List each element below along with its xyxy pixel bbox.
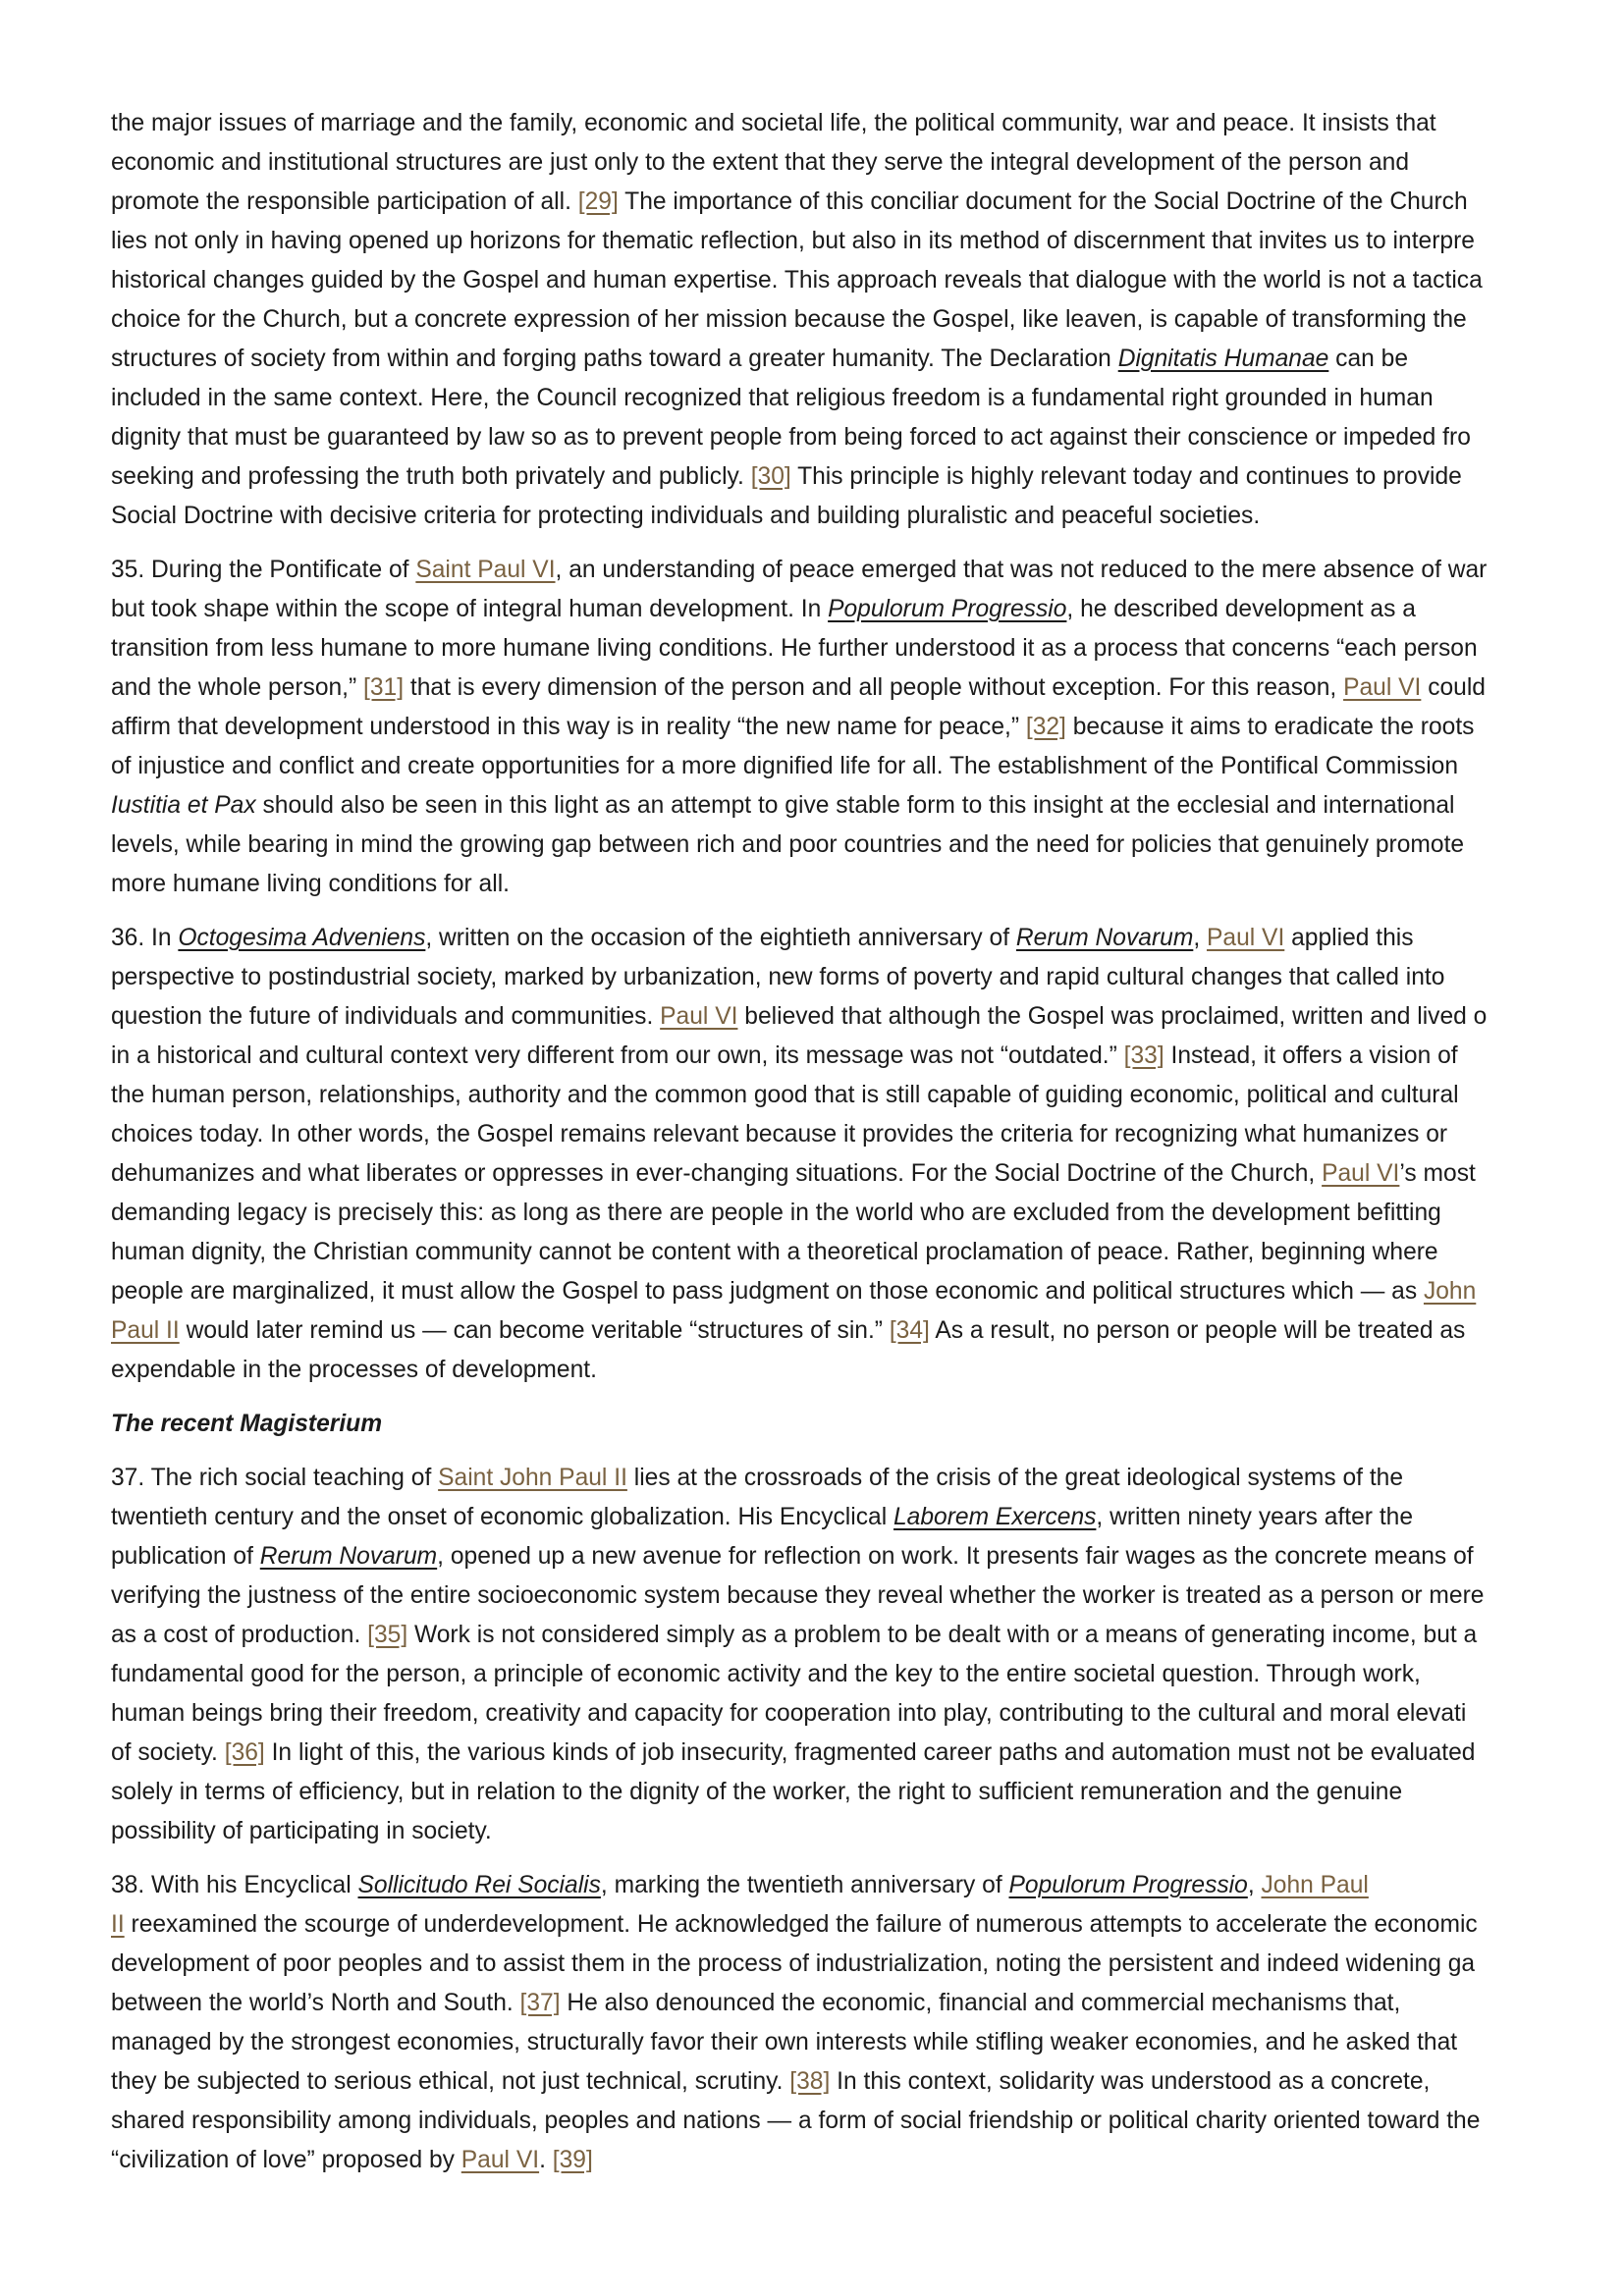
text-line xyxy=(111,1984,1564,2023)
text-line xyxy=(111,551,1564,590)
paragraph-34-continued xyxy=(111,104,1564,536)
text-run: ’s most xyxy=(1399,1160,1476,1187)
text-run: and the whole person,” xyxy=(111,674,364,701)
text-run: 38. With his Encyclical xyxy=(111,1872,358,1898)
text-line xyxy=(111,457,1564,497)
text-line xyxy=(111,668,1564,708)
document-title: Populorum Progressio xyxy=(1008,1872,1248,1898)
text-run: choices today. In other words, the Gospel remains relevant because it provides the criteria for recognizing what humanizes or xyxy=(111,1121,1448,1148)
paragraph-36 xyxy=(111,919,1564,1390)
text-line xyxy=(111,1905,1564,1945)
text-line xyxy=(111,958,1564,997)
text-run: should also be seen in this light as an attempt to give stable form to this insight at the ecclesial and international xyxy=(255,792,1455,819)
text-run: more humane living conditions for all. xyxy=(111,871,511,897)
text-line xyxy=(111,1194,1564,1233)
name-link-paul-ii[interactable]: Paul II xyxy=(111,1317,180,1344)
text-line xyxy=(111,1154,1564,1194)
text-run: included in the same context. Here, the Council recognized that religious freedom is a fundamental right grounded in human xyxy=(111,385,1434,411)
text-line xyxy=(111,340,1564,379)
paragraph-35 xyxy=(111,551,1564,904)
text-line xyxy=(111,1498,1564,1537)
text-line xyxy=(111,1351,1564,1390)
text-run: He also denounced the economic, financial and commercial mechanisms that, xyxy=(560,1990,1401,2016)
text-line xyxy=(111,2023,1564,2062)
text-run: the major issues of marriage and the family, economic and societal life, the political community, war and peace. It insists that xyxy=(111,110,1436,136)
text-line xyxy=(111,1537,1564,1576)
footnote-link[interactable]: [36] xyxy=(224,1739,265,1766)
text-run: solely in terms of efficiency, but in relation to the dignity of the worker, the right to sufficient remuneration and the genuine xyxy=(111,1779,1403,1805)
footnote-link[interactable]: [37] xyxy=(519,1990,561,2016)
footnote-link[interactable]: [34] xyxy=(889,1317,930,1344)
text-run: In light of this, the various kinds of job insecurity, fragmented career paths and automation must not be evaluated xyxy=(264,1739,1476,1766)
name-link-ii[interactable]: II xyxy=(111,1911,125,1938)
text-run: human beings bring their freedom, creativity and capacity for cooperation into play, contributing to the cultural and moral elevati xyxy=(111,1700,1467,1727)
name-link-paul-vi[interactable]: Paul VI xyxy=(1343,674,1422,701)
text-line xyxy=(111,497,1564,536)
footnote-link[interactable]: [33] xyxy=(1123,1042,1164,1069)
name-link-john-paul[interactable]: John Paul xyxy=(1261,1872,1369,1898)
text-run: because it aims to eradicate the roots xyxy=(1065,714,1475,740)
text-run: This principle is highly relevant today and continues to provide xyxy=(790,463,1462,490)
text-line xyxy=(111,104,1564,143)
text-run: dehumanizes and what liberates or oppresses in ever-changing situations. For the Social Doctrine of the Church, xyxy=(111,1160,1323,1187)
text-run: expendable in the processes of development. xyxy=(111,1357,597,1383)
text-line xyxy=(111,1945,1564,1984)
text-run: seeking and professing the truth both privately and publicly. xyxy=(111,463,751,490)
text-run: “civilization of love” proposed by xyxy=(111,2147,461,2173)
text-run: 35. During the Pontificate of xyxy=(111,557,416,583)
text-line xyxy=(111,708,1564,747)
text-run: , xyxy=(1193,925,1207,951)
text-run: demanding legacy is precisely this: as long as there are people in the world who are excluded from the development befitting xyxy=(111,1200,1441,1226)
text-run: structures of society from within and forging paths toward a greater humanity. The Declaration xyxy=(111,346,1118,372)
text-run: . xyxy=(539,2147,553,2173)
footnote-link[interactable]: [39] xyxy=(552,2147,593,2173)
text-run: The importance of this conciliar document for the Social Doctrine of the Church xyxy=(618,188,1468,215)
text-line xyxy=(111,1037,1564,1076)
text-run: lies not only in having opened up horizons for thematic reflection, but also in its method of discernment that invites us to interpre xyxy=(111,228,1475,254)
document-title: Laborem Exercens xyxy=(893,1504,1097,1530)
text-line xyxy=(111,1734,1564,1773)
text-line xyxy=(111,2102,1564,2141)
text-run: As a result, no person or people will be treated as xyxy=(929,1317,1466,1344)
text-line xyxy=(111,1311,1564,1351)
text-line xyxy=(111,379,1564,418)
text-run: , written on the occasion of the eightieth anniversary of xyxy=(425,925,1016,951)
name-link-paul-vi[interactable]: Paul VI xyxy=(660,1003,738,1030)
text-run: , he described development as a xyxy=(1066,596,1416,622)
text-line xyxy=(111,919,1564,958)
text-line xyxy=(111,1694,1564,1734)
text-run: but took shape within the scope of integral human development. In xyxy=(111,596,829,622)
footnote-link[interactable]: [29] xyxy=(577,188,619,215)
text-line xyxy=(111,183,1564,222)
text-run: Social Doctrine with decisive criteria for protecting individuals and building pluralistic and peaceful societies. xyxy=(111,503,1261,529)
name-link-paul-vi[interactable]: Paul VI xyxy=(1206,925,1285,951)
text-run: levels, while bearing in mind the growing gap between rich and poor countries and the need for policies that genuinely promote xyxy=(111,831,1465,858)
text-line xyxy=(111,590,1564,629)
text-line xyxy=(111,1115,1564,1154)
text-line xyxy=(111,1616,1564,1655)
text-run: , opened up a new avenue for reflection on work. It presents fair wages as the concrete means of xyxy=(437,1543,1474,1570)
text-line xyxy=(111,826,1564,865)
text-run: historical changes guided by the Gospel and human expertise. This approach reveals that dialogue with the world is not a tactica xyxy=(111,267,1483,294)
text-line xyxy=(111,1866,1564,1905)
text-line xyxy=(111,1812,1564,1851)
name-link-saint-john-paul-ii[interactable]: Saint John Paul II xyxy=(438,1465,627,1491)
footnote-link[interactable]: [31] xyxy=(363,674,405,701)
text-line xyxy=(111,418,1564,457)
text-run: the human person, relationships, authority and the common good that is still capable of guiding economic, political and cultural xyxy=(111,1082,1459,1108)
text-line xyxy=(111,261,1564,300)
text-run: can be xyxy=(1328,346,1409,372)
text-run: could xyxy=(1421,674,1486,701)
text-run: possibility of participating in society. xyxy=(111,1818,492,1844)
text-run: fundamental good for the person, a principle of economic activity and the key to the entire societal question. Through work, xyxy=(111,1661,1421,1687)
italic-text: Iustitia et Pax xyxy=(111,792,256,819)
document-title: Sollicitudo Rei Socialis xyxy=(357,1872,601,1898)
text-line xyxy=(111,300,1564,340)
text-run: economic and institutional structures are just only to the extent that they serve the integral development of the person and xyxy=(111,149,1410,176)
document-title: Populorum Progressio xyxy=(828,596,1067,622)
text-run: human dignity, the Christian community cannot be content with a theoretical proclamation of peace. Rather, beginning where xyxy=(111,1239,1438,1265)
footnote-link[interactable]: [30] xyxy=(750,463,791,490)
text-line xyxy=(111,1655,1564,1694)
text-run: In this context, solidarity was understood as a concrete, xyxy=(830,2068,1431,2095)
text-line xyxy=(111,1272,1564,1311)
text-line xyxy=(111,629,1564,668)
text-line xyxy=(111,786,1564,826)
text-run: , written ninety years after the xyxy=(1096,1504,1414,1530)
paragraph-37 xyxy=(111,1459,1564,1851)
text-run: transition from less humane to more humane living conditions. He further understood it as a process that concerns “each person xyxy=(111,635,1478,662)
text-line xyxy=(111,143,1564,183)
text-run: , xyxy=(1247,1872,1262,1898)
text-run: believed that although the Gospel was proclaimed, written and lived o xyxy=(737,1003,1488,1030)
text-run: people are marginalized, it must allow the Gospel to pass judgment on those economic and political structures which — as xyxy=(111,1278,1424,1305)
text-run: in a historical and cultural context very different from our own, its message was not “outdated.” xyxy=(111,1042,1124,1069)
document-title: Octogesima Adveniens xyxy=(178,925,426,951)
text-run: affirm that development understood in this way is in reality “the new name for peace,” xyxy=(111,714,1026,740)
text-line xyxy=(111,1773,1564,1812)
document-title: Dignitatis Humanae xyxy=(1117,346,1329,372)
text-run: that is every dimension of the person and all people without exception. For this reason, xyxy=(404,674,1344,701)
text-run: verifying the justness of the entire socioeconomic system because they reveal whether the worker is treated as a person or mere xyxy=(111,1582,1485,1609)
footnote-link[interactable]: [35] xyxy=(367,1622,408,1648)
text-run: would later remind us — can become veritable “structures of sin.” xyxy=(179,1317,890,1344)
text-run: managed by the strongest economies, structurally favor their own interests while stifling weaker economies, and he asked that xyxy=(111,2029,1458,2056)
document-body xyxy=(111,104,1564,2180)
name-link-paul-vi[interactable]: Paul VI xyxy=(460,2147,540,2173)
text-run: 36. In xyxy=(111,925,179,951)
text-run: publication of xyxy=(111,1543,260,1570)
text-line xyxy=(111,1076,1564,1115)
text-run: shared responsibility among individuals, peoples and nations — a form of social friendship or political charity oriented toward the xyxy=(111,2108,1481,2134)
text-run: lies at the crossroads of the crisis of the great ideological systems of the xyxy=(626,1465,1404,1491)
document-title: Rerum Novarum xyxy=(259,1543,438,1570)
text-run: of society. xyxy=(111,1739,225,1766)
name-link-saint-paul-vi[interactable]: Saint Paul VI xyxy=(415,557,556,583)
text-run: reexamined the scourge of underdevelopment. He acknowledged the failure of numerous attempts to accelerate the economic xyxy=(124,1911,1478,1938)
text-run: 37. The rich social teaching of xyxy=(111,1465,439,1491)
footnote-link[interactable]: [32] xyxy=(1025,714,1066,740)
text-line xyxy=(111,1233,1564,1272)
text-run: perspective to postindustrial society, marked by urbanization, new forms of poverty and rapid cultural changes that called into xyxy=(111,964,1445,990)
text-run: choice for the Church, but a concrete expression of her mission because the Gospel, like leaven, is capable of transforming the xyxy=(111,306,1467,333)
text-line xyxy=(111,222,1564,261)
text-run: promote the responsible participation of all. xyxy=(111,188,578,215)
text-line xyxy=(111,1576,1564,1616)
text-run: they be subjected to serious ethical, not just technical, scrutiny. xyxy=(111,2068,790,2095)
text-line xyxy=(111,1459,1564,1498)
text-run: Work is not considered simply as a problem to be dealt with or a means of generating income, but a xyxy=(407,1622,1478,1648)
text-run: as a cost of production. xyxy=(111,1622,368,1648)
text-line xyxy=(111,997,1564,1037)
text-run: Instead, it offers a vision of xyxy=(1164,1042,1458,1069)
text-line xyxy=(111,865,1564,904)
text-line xyxy=(111,2141,1564,2180)
text-run: , an understanding of peace emerged that was not reduced to the mere absence of war xyxy=(555,557,1488,583)
text-run: dignity that must be guaranteed by law so as to prevent people from being forced to act against their conscience or impeded fro xyxy=(111,424,1471,451)
text-run: development of poor peoples and to assist them in the process of industrialization, noting the persistent and indeed widening ga xyxy=(111,1950,1476,1977)
paragraph-38 xyxy=(111,1866,1564,2180)
text-run: applied this xyxy=(1284,925,1414,951)
text-line xyxy=(111,747,1564,786)
text-run: of injustice and conflict and create opportunities for a more dignified life for all. The establishment of the Pontifical Commission xyxy=(111,753,1459,779)
text-run: question the future of individuals and communities. xyxy=(111,1003,661,1030)
name-link-paul-vi[interactable]: Paul VI xyxy=(1322,1160,1400,1187)
footnote-link[interactable]: [38] xyxy=(789,2068,831,2095)
text-run: , marking the twentieth anniversary of xyxy=(600,1872,1009,1898)
text-run: twentieth century and the onset of economic globalization. His Encyclical xyxy=(111,1504,893,1530)
section-heading: The recent Magisterium xyxy=(111,1411,383,1437)
document-title: Rerum Novarum xyxy=(1015,925,1194,951)
name-link-john[interactable]: John xyxy=(1423,1278,1477,1305)
text-line xyxy=(111,2062,1564,2102)
text-run: between the world’s North and South. xyxy=(111,1990,520,2016)
